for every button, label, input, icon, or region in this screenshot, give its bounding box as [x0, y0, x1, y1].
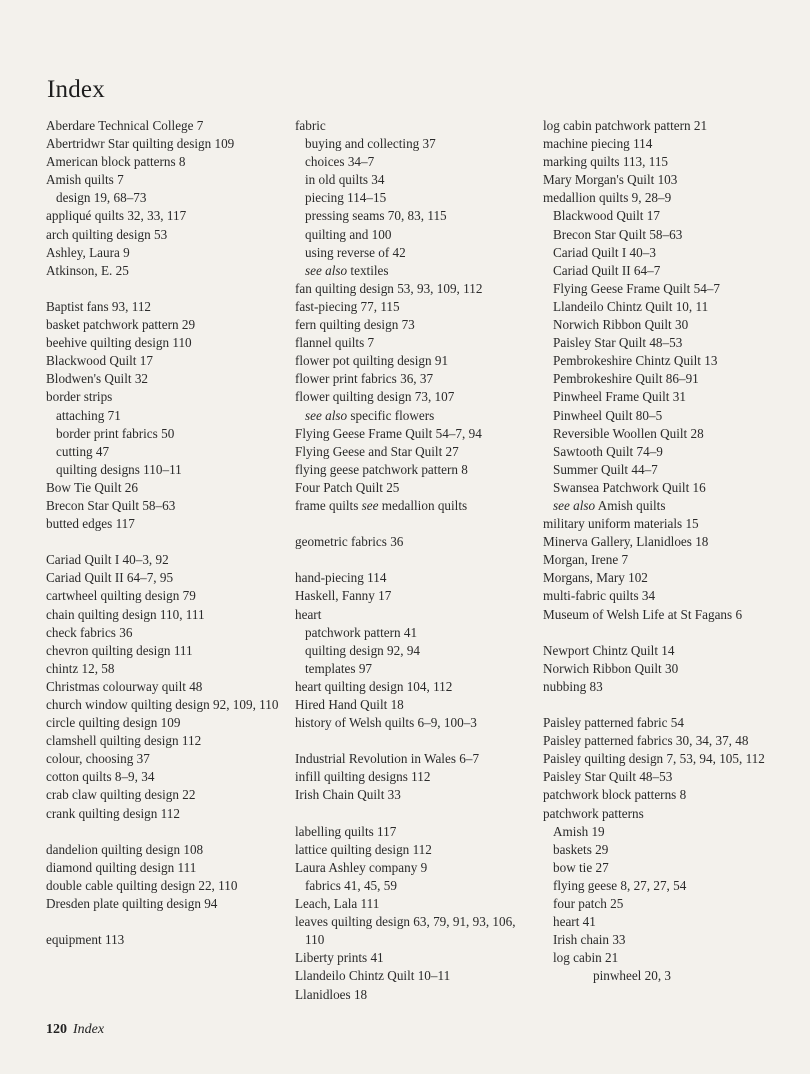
index-entry: border strips	[46, 389, 113, 405]
index-entry: Leach, Lala 111	[295, 896, 380, 912]
index-subentry: choices 34–7	[305, 154, 375, 170]
index-subentry: baskets 29	[553, 841, 609, 857]
index-column-1	[46, 117, 281, 949]
index-entry: Baptist fans 93, 112	[46, 298, 152, 314]
index-entry: double cable quilting design 22, 110	[46, 877, 238, 893]
index-subentry: quilting design 92, 94	[305, 642, 421, 658]
index-subentry: Paisley Star Quilt 48–53	[553, 335, 683, 351]
index-entry: Cariad Quilt II 64–7, 95	[46, 570, 174, 586]
index-entry: equipment 113	[46, 932, 125, 948]
index-entry: Cariad Quilt I 40–3, 92	[46, 552, 169, 568]
index-entry: lattice quilting design 112	[295, 841, 432, 857]
index-entry: Minerva Gallery, Llanidloes 18	[543, 534, 709, 550]
index-entry: Aberdare Technical College 7	[46, 118, 204, 133]
page-title: Index	[47, 76, 105, 103]
index-entry: appliqué quilts 32, 33, 117	[46, 208, 187, 224]
index-subentry: piecing 114–15	[305, 190, 387, 206]
index-subentry: Pinwheel Frame Quilt 31	[553, 389, 686, 405]
index-entry: Ashley, Laura 9	[46, 244, 130, 260]
section-spacer	[543, 696, 805, 714]
index-subentry: quilting designs 110–11	[56, 461, 182, 477]
index-subentry: pressing seams 70, 83, 115	[305, 208, 447, 224]
index-entry: frame quilts see medallion quilts	[295, 497, 468, 513]
index-entry: Four Patch Quilt 25	[295, 479, 400, 495]
index-subentry: Llandeilo Chintz Quilt 10, 11	[553, 298, 709, 314]
index-subentry: templates 97	[305, 660, 373, 676]
index-entry: patchwork patterns	[543, 805, 644, 821]
index-entry: labelling quilts 117	[295, 823, 397, 839]
index-entry: Irish Chain Quilt 33	[295, 787, 401, 803]
index-entry: Atkinson, E. 25	[46, 262, 129, 278]
section-spacer	[46, 280, 281, 298]
index-subentry: cutting 47	[56, 443, 110, 459]
index-entry: Llandeilo Chintz Quilt 10–11	[295, 968, 451, 984]
index-subentry: four patch 25	[553, 896, 624, 912]
index-entry: basket patchwork pattern 29	[46, 317, 196, 333]
index-entry: fabric	[295, 118, 326, 133]
index-entry: Paisley Star Quilt 48–53	[543, 769, 673, 785]
index-entry: dandelion quilting design 108	[46, 841, 204, 857]
index-subentry: Reversible Woollen Quilt 28	[553, 425, 704, 441]
index-subentry: quilting and 100	[305, 226, 392, 242]
index-entry: flower print fabrics 36, 37	[295, 371, 434, 387]
index-entry: Morgan, Irene 7	[543, 552, 629, 568]
index-entry: Paisley patterned fabric 54	[543, 715, 684, 731]
index-entry: leaves quilting design 63, 79, 91, 93, 106, 110	[295, 914, 516, 948]
index-entry: cartwheel quilting design 79	[46, 588, 196, 604]
index-entry: military uniform materials 15	[543, 516, 699, 532]
index-entry: American block patterns 8	[46, 154, 186, 170]
index-subentry: log cabin 21	[553, 950, 619, 966]
page-footer	[46, 1022, 104, 1038]
index-entry: flower quilting design 73, 107	[295, 389, 455, 405]
index-entry: fast-piecing 77, 115	[295, 298, 400, 314]
footer-section: Index	[73, 1022, 105, 1037]
index-entry: heart quilting design 104, 112	[295, 678, 453, 694]
index-subentry: see also Amish quilts	[553, 497, 666, 513]
index-entry: check fabrics 36	[46, 624, 133, 640]
section-spacer	[295, 551, 530, 569]
index-entry: arch quilting design 53	[46, 226, 168, 242]
index-entry: Newport Chintz Quilt 14	[543, 642, 675, 658]
index-entry: medallion quilts 9, 28–9	[543, 190, 672, 206]
index-entry: fern quilting design 73	[295, 317, 415, 333]
index-entry: patchwork block patterns 8	[543, 787, 687, 803]
index-entry: crab claw quilting design 22	[46, 787, 196, 803]
section-spacer	[295, 732, 530, 750]
index-subentry: attaching 71	[56, 407, 121, 423]
index-entry: Industrial Revolution in Wales 6–7	[295, 751, 480, 767]
index-entry: Blackwood Quilt 17	[46, 353, 153, 369]
index-subentry: Swansea Patchwork Quilt 16	[553, 479, 706, 495]
section-spacer	[295, 515, 530, 533]
index-entry: Bow Tie Quilt 26	[46, 479, 138, 495]
index-entry: flower pot quilting design 91	[295, 353, 449, 369]
index-entry: Haskell, Fanny 17	[295, 588, 392, 604]
index-subentry: Sawtooth Quilt 74–9	[553, 443, 663, 459]
index-subentry: pinwheel 20, 3	[593, 968, 672, 984]
index-subentry: Pembrokeshire Chintz Quilt 13	[553, 353, 718, 369]
index-subentry: patchwork pattern 41	[305, 624, 418, 640]
index-entry: Llanidloes 18	[295, 986, 368, 1002]
index-subentry: Pinwheel Quilt 80–5	[553, 407, 663, 423]
index-entry: Hired Hand Quilt 18	[295, 697, 404, 712]
section-spacer	[295, 805, 530, 823]
index-entry: Flying Geese and Star Quilt 27	[295, 443, 459, 459]
index-entry: fan quilting design 53, 93, 109, 112	[295, 280, 483, 296]
section-spacer	[543, 624, 805, 642]
index-entry: nubbing 83	[543, 678, 603, 694]
index-entry: Abertridwr Star quilting design 109	[46, 136, 235, 152]
page-number: 120	[46, 1022, 67, 1037]
index-entry: diamond quilting design 111	[46, 859, 197, 875]
index-subentry: fabrics 41, 45, 59	[305, 877, 397, 893]
index-entry: Laura Ashley company 9	[295, 859, 428, 875]
index-subentry: Flying Geese Frame Quilt 54–7	[553, 280, 721, 296]
index-subentry: heart 41	[553, 914, 596, 930]
index-entry: Paisley patterned fabrics 30, 34, 37, 48	[543, 733, 749, 749]
index-subentry: Amish 19	[553, 823, 605, 839]
index-entry: machine piecing 114	[543, 136, 653, 152]
index-entry: Amish quilts 7	[46, 172, 124, 188]
index-subentry: bow tie 27	[553, 859, 609, 875]
index-subentry: see also specific flowers	[305, 407, 435, 423]
index-entry: Norwich Ribbon Quilt 30	[543, 660, 679, 676]
index-entry: Mary Morgan's Quilt 103	[543, 172, 678, 188]
index-subentry: using reverse of 42	[305, 244, 406, 260]
index-column-2	[295, 117, 530, 1004]
index-entry: Flying Geese Frame Quilt 54–7, 94	[295, 425, 482, 441]
index-entry: Museum of Welsh Life at St Fagans 6	[543, 606, 743, 622]
index-entry: Brecon Star Quilt 58–63	[46, 497, 176, 513]
index-entry: circle quilting design 109	[46, 715, 181, 731]
index-entry: Morgans, Mary 102	[543, 570, 648, 586]
index-subentry: border print fabrics 50	[56, 425, 175, 441]
index-subentry: see also textiles	[305, 262, 389, 278]
index-subentry: Cariad Quilt I 40–3	[553, 244, 656, 260]
section-spacer	[46, 533, 281, 551]
index-entry: heart	[295, 606, 322, 622]
index-entry: flying geese patchwork pattern 8	[295, 461, 468, 477]
section-spacer	[46, 913, 281, 931]
index-subentry: design 19, 68–73	[56, 190, 147, 206]
index-entry: hand-piecing 114	[295, 570, 387, 586]
index-entry: infill quilting designs 112	[295, 769, 431, 785]
index-entry: chintz 12, 58	[46, 660, 115, 676]
index-entry: Christmas colourway quilt 48	[46, 678, 203, 694]
index-subentry: Irish chain 33	[553, 932, 626, 948]
index-entry: marking quilts 113, 115	[543, 154, 669, 170]
index-subentry: Brecon Star Quilt 58–63	[553, 226, 683, 242]
index-entry: Dresden plate quilting design 94	[46, 896, 218, 912]
index-subentry: Norwich Ribbon Quilt 30	[553, 317, 689, 333]
index-entry: butted edges 117	[46, 516, 135, 532]
index-subentry: in old quilts 34	[305, 172, 385, 188]
index-entry: chevron quilting design 111	[46, 642, 193, 658]
index-entry: cotton quilts 8–9, 34	[46, 769, 155, 785]
index-entry: beehive quilting design 110	[46, 335, 192, 351]
index-entry: geometric fabrics 36	[295, 534, 404, 550]
index-entry: chain quilting design 110, 111	[46, 606, 205, 622]
index-entry: multi-fabric quilts 34	[543, 588, 656, 604]
section-spacer	[46, 823, 281, 841]
index-entry: Liberty prints 41	[295, 950, 384, 966]
index-entry: log cabin patchwork pattern 21	[543, 118, 708, 133]
index-column-3	[543, 117, 805, 986]
index-entry: flannel quilts 7	[295, 335, 375, 351]
index-entry: clamshell quilting design 112	[46, 733, 202, 749]
index-entry: church window quilting design 92, 109, 110	[46, 697, 279, 712]
index-subentry: Cariad Quilt II 64–7	[553, 262, 661, 278]
index-entry: crank quilting design 112	[46, 805, 180, 821]
index-entry: Paisley quilting design 7, 53, 94, 105, 112	[543, 751, 765, 767]
index-subentry: buying and collecting 37	[305, 136, 436, 152]
index-subentry: flying geese 8, 27, 27, 54	[553, 877, 687, 893]
index-entry: history of Welsh quilts 6–9, 100–3	[295, 715, 477, 731]
index-subentry: Pembrokeshire Quilt 86–91	[553, 371, 699, 387]
index-entry: colour, choosing 37	[46, 751, 150, 767]
index-subentry: Summer Quilt 44–7	[553, 461, 658, 477]
index-entry: Blodwen's Quilt 32	[46, 371, 149, 387]
index-subentry: Blackwood Quilt 17	[553, 208, 660, 224]
